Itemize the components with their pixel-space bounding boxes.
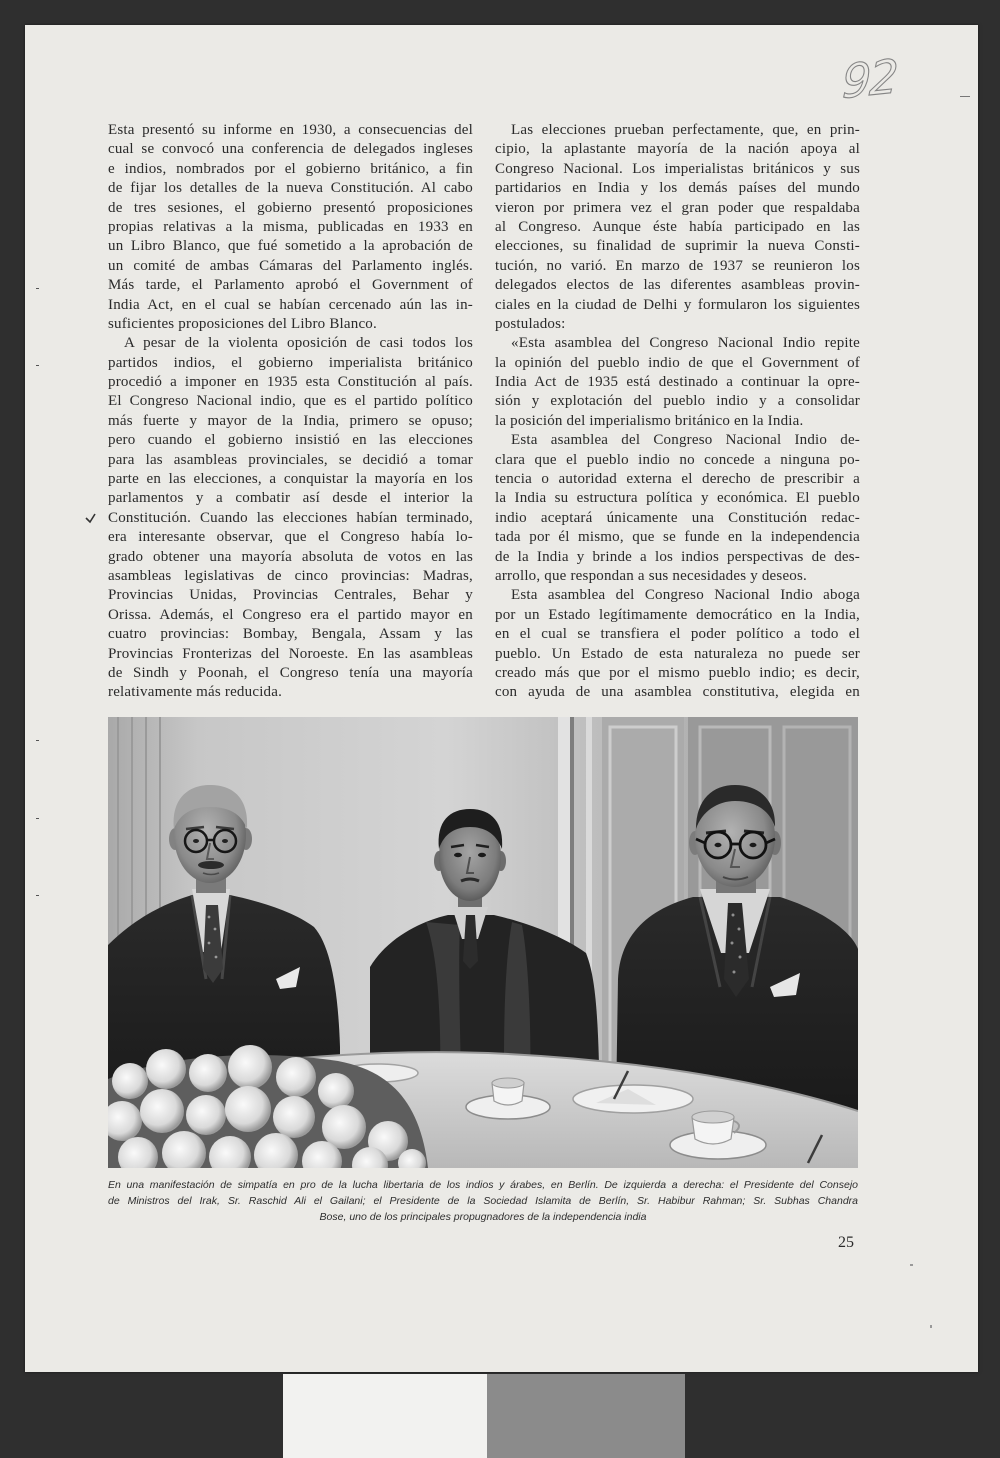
text-line: postulados: (495, 315, 566, 332)
handwritten-annotation: 92 (841, 48, 898, 110)
left-column (108, 121, 473, 703)
text-line: indio aceptará únicamente una Constitución redac- (495, 509, 860, 526)
text-line: Provincias Fronterizas del Noroeste. En las asambleas (108, 645, 473, 662)
text-line: por un Estado legítimamente democrático en la India, (495, 606, 860, 623)
text-line: Más tarde, el Parlamento aprobó el Government of (108, 277, 473, 294)
text-line: Esta asamblea del Congreso Nacional Indio de- (511, 432, 860, 449)
text-line: propias relativas a la misma, publicadas en 1933 en (108, 218, 473, 235)
text-line: elecciones, su finalidad de suprimir la nueva Consti- (495, 238, 860, 255)
text-line: al Congreso. Aunque éste había participado en las (495, 218, 860, 235)
text-line: la India su estructura política y económica. El pueblo (495, 490, 860, 507)
text-line: procedió a imponer en 1935 esta Constitución al país. (108, 374, 473, 391)
caption-line: En una manifestación de simpatía en pro de la lucha libertaria de los indios y árabes, en Berlín. De izquierda a derecha: el Presidente del Consejo (108, 1179, 858, 1191)
photograph-illustration (108, 717, 858, 1168)
text-line: Las elecciones prueban perfectamente, que, en prin- (511, 122, 860, 138)
text-line: con ayuda de una asamblea constitutiva, elegida en (495, 684, 860, 701)
text-line: suficientes proposiciones del Libro Blanco. (108, 315, 377, 332)
text-line: Esta presentó su informe en 1930, a consecuencias del (108, 122, 473, 138)
text-line: Esta asamblea del Congreso Nacional Indio aboga (511, 587, 860, 604)
text-line: la opinión del pueblo indio de que el Government of (495, 354, 860, 371)
text-line: e indios, nombrados por el gobierno británico, a fin (108, 160, 473, 177)
text-line: asambleas legislativas de cinco provincias: Madras, (108, 567, 473, 584)
text-line: era interesante observar, que el Congreso había lo- (108, 529, 473, 546)
page-number: 25 (838, 1234, 854, 1251)
text-line: relativamente más reducida. (108, 684, 283, 701)
text-line: cuatro provincias: Bombay, Bengala, Assam y las (108, 626, 473, 643)
text-line: India Act de 1935 está destinado a continuar la opre- (495, 374, 860, 391)
text-line: de Sindh y Poonah, el Congreso tenía una mayoría (108, 664, 473, 681)
photograph (108, 717, 858, 1168)
text-line: ciales en la ciudad de Delhi y formularon los siguientes (495, 296, 860, 313)
text-line: parte en las elecciones, a conquistar la mayoría en los (108, 471, 473, 488)
text-line: de tres sesiones, el gobierno presentó proposiciones (108, 199, 473, 216)
text-line: clara que el pueblo indio no concede a ninguna po- (495, 451, 860, 468)
text-line: pero cuando el gobierno insistió en las elecciones (108, 432, 473, 449)
text-line: tada por él mismo, que se funde en la independencia (495, 529, 860, 546)
caption-line: Bose, uno de los principales propugnadores de la independencia india (319, 1211, 647, 1223)
text-line: de la India y brinde a los indios perspectivas de des- (495, 548, 860, 565)
text-line: India Act, en el cual se habían cercenado aún las in- (108, 296, 473, 313)
text-line: para las asambleas provinciales, se decidió a tomar (108, 451, 473, 468)
caption-line: de Ministros del Irak, Sr. Raschid Ali el Gailani; el Presidente de la Sociedad Islamita de Berlín, Sr. Habibur Rahman; Sr. Subhas Chandra (108, 1195, 858, 1207)
left-man-eye (193, 839, 199, 843)
left-man-eye (222, 839, 228, 843)
text-line: arrollo, que respondan a sus necesidades y deseos. (495, 567, 807, 584)
text-line: Congreso Nacional. Los imperialistas británicos y sus (495, 160, 860, 177)
text-line: partidarios en India y los demás países del mundo (495, 180, 860, 197)
right-man-eye (750, 843, 757, 847)
text-line: partidos indios, el gobierno imperialista británico (108, 354, 473, 371)
text-line: cual se convocó una conferencia de delegados ingleses (108, 141, 473, 158)
text-line: un comité de ambas Cámaras del Parlamento inglés. (108, 257, 473, 274)
text-line: en el cual se transfiera el poder político a todo el (495, 626, 860, 643)
text-line: cipio, la aplastante mayoría de la nación apoya al (495, 141, 860, 158)
margin-mark (930, 1325, 932, 1328)
text-line: A pesar de la violenta oposición de casi todos los (124, 335, 473, 352)
text-line: tución, no varió. En marzo de 1937 se reunieron los (495, 257, 860, 274)
middle-man-eye (454, 853, 462, 857)
text-line: El Congreso Nacional indio, que es el partido político (108, 393, 473, 410)
text-line: grado obtener una mayoría absoluta de votos en las (108, 548, 473, 565)
pencil-tick-mark (84, 512, 98, 528)
left-man-mustache (198, 861, 224, 869)
text-line: pueblo. Un Estado de esta naturaleza no puede ser (495, 645, 860, 662)
text-line: tencia o autoridad externa el derecho de prescribir a (495, 471, 860, 488)
margin-mark (36, 895, 39, 896)
middle-man-eye (478, 853, 486, 857)
text-line: parlamentos y a combatir así desde el interior la (108, 490, 473, 507)
text-line: «Esta asamblea del Congreso Nacional Indio repite (511, 335, 860, 352)
margin-mark (36, 818, 39, 819)
text-line: un Libro Blanco, que fué sometido a la aprobación de (108, 238, 473, 255)
text-line: creado más que por el mismo pueblo indio; es decir, (495, 664, 860, 681)
text-line: de fijar los detalles de la nueva Constitución. Al cabo (108, 180, 473, 197)
right-man-eye (715, 843, 722, 847)
text-line: Constitución. Cuando las elecciones habían terminado, (108, 509, 473, 526)
white-calibration-patch (283, 1374, 487, 1458)
right-column (495, 121, 860, 703)
gray-calibration-patch (487, 1374, 685, 1458)
figure-caption (108, 1177, 858, 1225)
text-line: Provincias Unidas, Provincias Centrales, Behar y (108, 587, 473, 604)
text-line: Orissa. Además, el Congreso era el partido mayor en (108, 606, 473, 623)
margin-mark (36, 740, 39, 741)
text-line: más fuerte y mayor de la India, primero se opuso; (108, 412, 473, 429)
text-line: la posición del imperialismo británico en la India. (495, 412, 804, 429)
text-line: vieron por primera vez el gran poder que respaldaba (495, 199, 860, 216)
text-line: delegados electos de las diferentes asambleas provin- (495, 277, 860, 294)
text-line: sión y explotación del pueblo indio y a consolidar (495, 393, 860, 410)
margin-mark (36, 288, 39, 289)
margin-mark (36, 365, 39, 366)
margin-mark (910, 1264, 913, 1266)
margin-mark (960, 96, 970, 97)
